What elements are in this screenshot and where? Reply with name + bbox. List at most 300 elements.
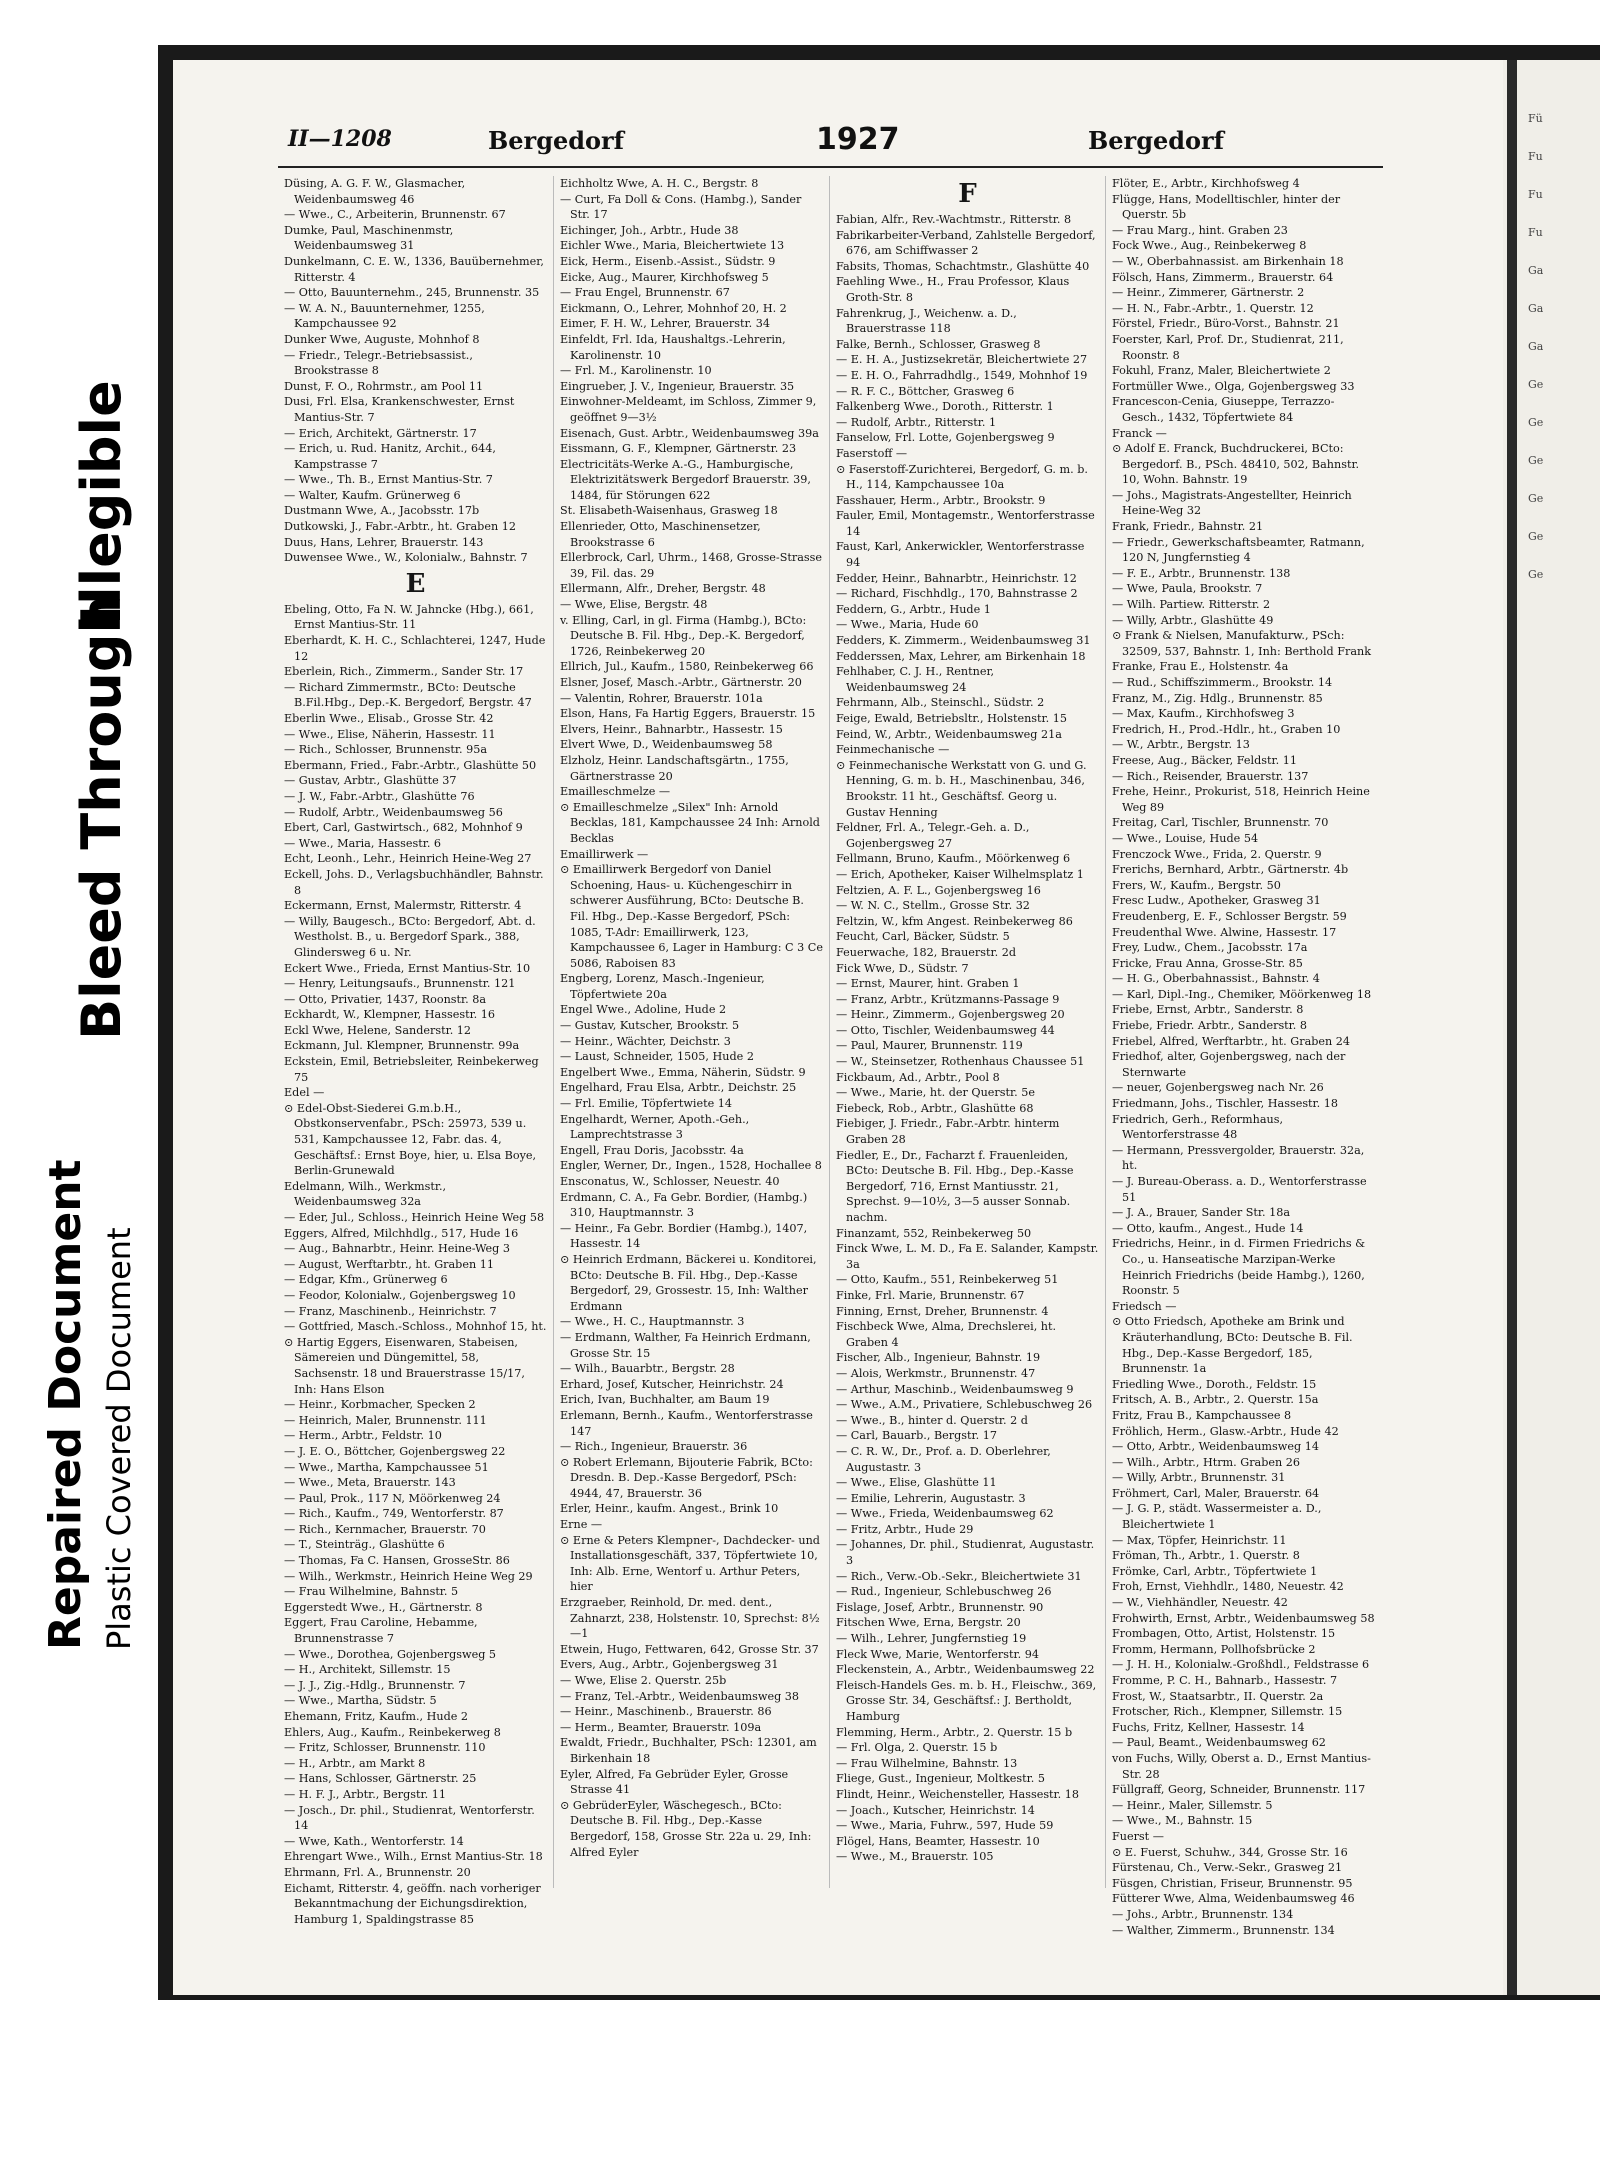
directory-entry: — Heinrich, Maler, Brunnenstr. 111 bbox=[284, 1413, 487, 1427]
directory-entry: Frehe, Heinr., Prokurist, 518, Heinrich Heine Weg 89 bbox=[1112, 785, 1370, 814]
margin-fragment: Ga bbox=[1528, 264, 1544, 277]
directory-entry: Eichamt, Ritterstr. 4, geöffn. nach vorheriger Bekanntmachung der Eichungsdirektion, Hamburg 1, Spaldingstrasse 85 bbox=[284, 1881, 541, 1926]
directory-entry: — Wwe., H. C., Hauptmannstr. 3 bbox=[560, 1315, 745, 1329]
directory-entry: Faehling Wwe., H., Frau Professor, Klaus Groth-Str. 8 bbox=[836, 275, 1070, 304]
directory-entry: — Wwe., Martha, Südstr. 5 bbox=[284, 1694, 437, 1708]
directory-entry: Förstel, Friedr., Büro-Vorst., Bahnstr. 21 bbox=[1112, 317, 1340, 331]
directory-entry: Engler, Werner, Dr., Ingen., 1528, Hochallee 8 bbox=[560, 1159, 822, 1173]
directory-entry: Dunker Wwe, Auguste, Mohnhof 8 bbox=[284, 332, 480, 346]
directory-entry: Dusi, Frl. Elsa, Krankenschwester, Ernst Mantius-Str. 7 bbox=[284, 395, 515, 424]
directory-entry: Froh, Ernst, Viehhdlr., 1480, Neuestr. 42 bbox=[1112, 1580, 1344, 1594]
directory-entry: Fröhlich, Herm., Glasw.-Arbtr., Hude 42 bbox=[1112, 1424, 1339, 1438]
directory-entry: Fleck Wwe, Marie, Wentorferstr. 94 bbox=[836, 1647, 1039, 1661]
scanned-page bbox=[173, 60, 1503, 1995]
directory-entry: — Frau Engel, Brunnenstr. 67 bbox=[560, 286, 730, 300]
directory-entry: von Fuchs, Willy, Oberst a. D., Ernst Mantius-Str. 28 bbox=[1112, 1751, 1371, 1781]
directory-entry: Fislage, Josef, Arbtr., Brunnenstr. 90 bbox=[836, 1600, 1044, 1614]
directory-entry: Fanselow, Frl. Lotte, Gojenbergsweg 9 bbox=[836, 431, 1055, 445]
page-number: II—1208 bbox=[288, 126, 392, 152]
page-content bbox=[278, 120, 1383, 1937]
page-gutter bbox=[1507, 60, 1517, 1995]
directory-entry: Flügge, Hans, Modelltischler, hinter der Querstr. 5b bbox=[1112, 192, 1341, 222]
directory-entry: — J. Bureau-Oberass. a. D., Wentorferstrasse 51 bbox=[1112, 1175, 1367, 1204]
directory-entry: — Otto, Arbtr., Weidenbaumsweg 14 bbox=[1112, 1440, 1319, 1454]
directory-entry: Engell, Frau Doris, Jacobsstr. 4a bbox=[560, 1143, 744, 1157]
directory-entry: Elzholz, Heinr. Landschaftsgärtn., 1755, Gärtnerstrasse 20 bbox=[560, 753, 789, 783]
directory-entry: Eggers, Alfred, Milchhdlg., 517, Hude 16 bbox=[284, 1226, 519, 1240]
directory-entry: — Franz, Tel.-Arbtr., Weidenbaumsweg 38 bbox=[560, 1689, 800, 1703]
directory-entry: Franke, Frau E., Holstenstr. 4a bbox=[1112, 660, 1289, 674]
directory-entry: Erler, Heinr., kaufm. Angest., Brink 10 bbox=[560, 1502, 779, 1516]
directory-entry: — H. N., Fabr.-Arbtr., 1. Querstr. 12 bbox=[1112, 301, 1314, 315]
directory-entry: Engberg, Lorenz, Masch.-Ingenieur, Töpfertwiete 20a bbox=[560, 972, 765, 1001]
bottom-margin bbox=[158, 2000, 1600, 2177]
directory-entry: — Wwe., Maria, Hude 60 bbox=[836, 618, 979, 632]
directory-entry: — Rich., Kernmacher, Brauerstr. 70 bbox=[284, 1522, 486, 1536]
directory-entry: — Rich., Kaufm., 749, Wentorferstr. 87 bbox=[284, 1507, 504, 1521]
directory-entry: — W. A. N., Bauunternehmer, 1255, Kampchaussee 92 bbox=[284, 301, 485, 331]
directory-entry: — Herm., Beamter, Brauerstr. 109a bbox=[560, 1720, 762, 1734]
directory-entry: Ellermann, Alfr., Dreher, Bergstr. 48 bbox=[560, 582, 766, 596]
directory-entry: Elvert Wwe, D., Weidenbaumsweg 58 bbox=[560, 738, 773, 752]
directory-entry: Fock Wwe., Aug., Reinbekerweg 8 bbox=[1112, 239, 1307, 253]
directory-entry: — Richard Zimmermstr., BCto: Deutsche B.Fil.Hbg., Dep.-K. Bergedorf, Bergstr. 47 bbox=[284, 680, 532, 710]
directory-entry: Eberhardt, K. H. C., Schlachterei, 1247, Hude 12 bbox=[284, 634, 546, 663]
directory-entry: — J. J., Zig.-Hdlg., Brunnenstr. 7 bbox=[284, 1678, 466, 1692]
directory-entry: Friedrich, Gerh., Reformhaus, Wentorferstrasse 48 bbox=[1112, 1112, 1284, 1142]
directory-entry: Erdmann, C. A., Fa Gebr. Bordier, (Hambg.) 310, Hauptmannstr. 3 bbox=[560, 1190, 808, 1220]
directory-entry: Friebe, Friedr. Arbtr., Sanderstr. 8 bbox=[1112, 1019, 1308, 1033]
directory-entry: Eichinger, Joh., Arbtr., Hude 38 bbox=[560, 223, 739, 237]
directory-entry: — Eder, Jul., Schloss., Heinrich Heine Weg 58 bbox=[284, 1211, 545, 1224]
directory-entry: Engelhard, Frau Elsa, Arbtr., Deichstr. 25 bbox=[560, 1081, 797, 1095]
directory-entry: Emailleschmelze — bbox=[560, 785, 671, 799]
directory-entry: — Ernst, Maurer, hint. Graben 1 bbox=[836, 977, 1020, 991]
directory-entry: — Karl, Dipl.-Ing., Chemiker, Möörkenweg 18 bbox=[1112, 987, 1372, 1001]
directory-entry: — Heinr., Maler, Sillemstr. 5 bbox=[1112, 1798, 1273, 1812]
directory-entry: Elson, Hans, Fa Hartig Eggers, Brauerstr. 15 bbox=[560, 707, 816, 721]
directory-entry: — Erich, Apotheker, Kaiser Wilhelmsplatz 1 bbox=[836, 867, 1084, 881]
directory-entry: Fedders, K. Zimmerm., Weidenbaumsweg 31 bbox=[836, 634, 1091, 648]
directory-entry: Dutkowski, J., Fabr.-Arbtr., ht. Graben 12 bbox=[284, 520, 516, 534]
directory-entry: Feltzien, A. F. L., Gojenbergsweg 16 bbox=[836, 883, 1041, 897]
directory-entry: Fahrenkrug, J., Weichenw. a. D., Brauerstrasse 118 bbox=[836, 306, 1017, 336]
directory-entry: Fedder, Heinr., Bahnarbtr., Heinrichstr. 12 bbox=[836, 571, 1077, 585]
directory-entry: ⊙ GebrüderEyler, Wäschegesch., BCto: Deutsche B. Fil. Hbg., Dep.-Kasse Bergedorf, 158, Grosse Str. 22a u. 29, Inh: Alfred Eyler bbox=[560, 1798, 812, 1859]
directory-entry: — Wwe, Elise, Bergstr. 48 bbox=[560, 598, 708, 612]
directory-entry: Friedling Wwe., Doroth., Feldstr. 15 bbox=[1112, 1377, 1317, 1391]
directory-entry: — Aug., Bahnarbtr., Heinr. Heine-Weg 3 bbox=[284, 1242, 511, 1256]
directory-entry: — Curt, Fa Doll & Cons. (Hambg.), Sander Str. 17 bbox=[560, 192, 802, 222]
directory-entry: — Otto, Kaufm., 551, Reinbekerweg 51 bbox=[836, 1273, 1059, 1287]
directory-entry: Freese, Aug., Bäcker, Feldstr. 11 bbox=[1112, 753, 1297, 767]
directory-entry: Eggerstedt Wwe., H., Gärtnerstr. 8 bbox=[284, 1600, 483, 1614]
directory-entry: — August, Werftarbtr., ht. Graben 11 bbox=[284, 1257, 494, 1271]
directory-entry: — Frl. Olga, 2. Querstr. 15 b bbox=[836, 1741, 998, 1755]
directory-entry: — W. N. C., Stellm., Grosse Str. 32 bbox=[836, 899, 1030, 913]
directory-entry: — W., Viehhändler, Neuestr. 42 bbox=[1112, 1596, 1288, 1610]
directory-entry: — Rudolf, Arbtr., Weidenbaumsweg 56 bbox=[284, 805, 503, 819]
directory-entry: — Walther, Zimmerm., Brunnenstr. 134 bbox=[1112, 1923, 1335, 1937]
directory-entry: — Otto, Tischler, Weidenbaumsweg 44 bbox=[836, 1023, 1055, 1037]
directory-entry: Frost, W., Staatsarbtr., II. Querstr. 2a bbox=[1112, 1689, 1324, 1703]
directory-entry: — Wwe., A.M., Privatiere, Schlebuschweg 26 bbox=[836, 1398, 1093, 1412]
label-plastic-covered-document: Plastic Covered Document bbox=[100, 1227, 138, 1650]
directory-entry: — Gustav, Arbtr., Glashütte 37 bbox=[284, 774, 457, 788]
directory-entry: ⊙ Erne & Peters Klempner-, Dachdecker- und Installationsgeschäft, 337, Töpfertwiete 10, Inh: Alb. Erne, Wentorf u. Arthur Peters, hier bbox=[560, 1533, 820, 1594]
directory-entry: — Wwe., Elise, Näherin, Hassestr. 11 bbox=[284, 727, 496, 741]
directory-entry: ⊙ Frank & Nielsen, Manufakturw., PSch: 32509, 537, Bahnstr. 1, Inh: Berthold Frank bbox=[1112, 629, 1372, 658]
directory-entry: — Joach., Kutscher, Heinrichstr. 14 bbox=[836, 1803, 1035, 1817]
directory-entry: Eckert Wwe., Frieda, Ernst Mantius-Str. 10 bbox=[284, 961, 531, 975]
directory-entry: Ehrengart Wwe., Wilh., Ernst Mantius-Str. 18 bbox=[284, 1850, 543, 1864]
directory-entry: — Rich., Ingenieur, Brauerstr. 36 bbox=[560, 1440, 748, 1454]
directory-entry: — Wwe., B., hinter d. Querstr. 2 d bbox=[836, 1413, 1028, 1427]
directory-entry: Freudenberg, E. F., Schlosser Bergstr. 59 bbox=[1112, 909, 1347, 923]
directory-entry: Fauler, Emil, Montagemstr., Wentorferstrasse 14 bbox=[836, 509, 1095, 538]
directory-entry: Erne — bbox=[560, 1518, 603, 1532]
directory-entry: — Thomas, Fa C. Hansen, GrosseStr. 86 bbox=[284, 1554, 510, 1568]
directory-entry: — Wilh., Werkmstr., Heinrich Heine Weg 29 bbox=[284, 1569, 533, 1583]
directory-entry: Ehrmann, Frl. A., Brunnenstr. 20 bbox=[284, 1865, 471, 1879]
directory-entry: Fresc Ludw., Apotheker, Grasweg 31 bbox=[1112, 894, 1321, 908]
directory-entry: Francescon-Cenia, Giuseppe, Terrazzo-Gesch., 1432, Töpfertwiete 84 bbox=[1112, 395, 1335, 424]
directory-entry: ⊙ Otto Friedsch, Apotheke am Brink und Kräuterhandlung, BCto: Deutsche B. Fil. Hbg., Dep.-Kasse Bergedorf, 185, Brunnenstr. 1a bbox=[1112, 1315, 1353, 1376]
directory-entry: — Wwe., Frieda, Weidenbaumsweg 62 bbox=[836, 1507, 1054, 1521]
directory-entry: Frers, W., Kaufm., Bergstr. 50 bbox=[1112, 878, 1281, 892]
directory-entry: Finning, Ernst, Dreher, Brunnenstr. 4 bbox=[836, 1304, 1049, 1318]
directory-entry: Etwein, Hugo, Fettwaren, 642, Grosse Str. 37 bbox=[560, 1642, 819, 1656]
directory-entry: — Emilie, Lehrerin, Augustastr. 3 bbox=[836, 1491, 1026, 1505]
directory-entry: Fricke, Frau Anna, Grosse-Str. 85 bbox=[1112, 956, 1303, 970]
directory-entry: — R. F. C., Böttcher, Grasweg 6 bbox=[836, 384, 1015, 398]
directory-entry: — Josch., Dr. phil., Studienrat, Wentorferstr. 14 bbox=[284, 1803, 535, 1833]
directory-entry: — Rud., Schiffszimmerm., Brookstr. 14 bbox=[1112, 676, 1333, 689]
directory-entry: Frombagen, Otto, Artist, Holstenstr. 15 bbox=[1112, 1627, 1336, 1641]
directory-entry: Feind, W., Arbtr., Weidenbaumsweg 21a bbox=[836, 727, 1062, 741]
margin-fragment: Ge bbox=[1528, 492, 1544, 505]
directory-entry: Finanzamt, 552, Reinbekerweg 50 bbox=[836, 1226, 1032, 1240]
adjacent-page-fragments bbox=[1528, 100, 1598, 594]
directory-entry: — J. W., Fabr.-Arbtr., Glashütte 76 bbox=[284, 789, 475, 803]
directory-entry: — J. H. H., Kolonialw.-Großhdl., Feldstrasse 6 bbox=[1112, 1658, 1370, 1672]
directory-entry: Franck — bbox=[1112, 426, 1167, 440]
directory-entry: Frenczock Wwe., Frida, 2. Querstr. 9 bbox=[1112, 847, 1322, 861]
directory-entry: — Erich, Architekt, Gärtnerstr. 17 bbox=[284, 426, 477, 440]
directory-entry: — Alois, Werkmstr., Brunnenstr. 47 bbox=[836, 1366, 1036, 1380]
directory-entry: ⊙ Edel-Obst-Siederei G.m.b.H., Obstkonservenfabr., PSch: 25973, 539 u. 531, Kampchaussee 12, Fabr. das. 4, Geschäftsf.: Ernst Boye, hier, u. Elsa Boye, Berlin-Grunewald bbox=[284, 1101, 537, 1178]
directory-entry: Friedrichs, Heinr., in d. Firmen Friedrichs & Co., u. Hanseatische Marzipan-Werke Heinrich Friedrichs (beide Hambg.), 1260, Roonstr. 5 bbox=[1112, 1237, 1366, 1298]
directory-entry: — Walter, Kaufm. Grünerweg 6 bbox=[284, 488, 461, 502]
directory-entry: Eckstein, Emil, Betriebsleiter, Reinbekerweg 75 bbox=[284, 1055, 539, 1084]
directory-entry: — J. E. O., Böttcher, Gojenbergsweg 22 bbox=[284, 1444, 506, 1458]
directory-entry: Franz, M., Zig. Hdlg., Brunnenstr. 85 bbox=[1112, 691, 1323, 705]
directory-entry: Frohwirth, Ernst, Arbtr., Weidenbaumsweg 58 bbox=[1112, 1611, 1375, 1625]
directory-entry: Fröman, Th., Arbtr., 1. Querstr. 8 bbox=[1112, 1549, 1300, 1563]
directory-entry: ⊙ Emaillirwerk Bergedorf von Daniel Schoening, Haus- u. Küchengeschirr in schwerer Ausführung, BCto: Deutsche B. Fil. Hbg., Dep.-Kasse Bergedorf, PSch: 1085, T-Adr: Emaillirwerk, 123, Kampchaussee 6, Lager in Hamburg: C 3 Ce 5086, Raboisen 83 bbox=[560, 863, 823, 970]
directory-entry: — Max, Kaufm., Kirchhofsweg 3 bbox=[1112, 707, 1295, 721]
directory-entry: Fischer, Alb., Ingenieur, Bahnstr. 19 bbox=[836, 1351, 1041, 1365]
directory-entry: ⊙ E. Fuerst, Schuhw., 344, Grosse Str. 16 bbox=[1112, 1845, 1348, 1859]
margin-fragment: Ge bbox=[1528, 568, 1544, 581]
margin-fragment: Ga bbox=[1528, 302, 1544, 315]
directory-entry: — Max, Töpfer, Heinrichstr. 11 bbox=[1112, 1533, 1287, 1547]
margin-fragment: Fu bbox=[1528, 150, 1543, 163]
directory-entry: — W., Arbtr., Bergstr. 13 bbox=[1112, 738, 1250, 752]
directory-entry: Eckhardt, W., Klempner, Hassestr. 16 bbox=[284, 1008, 496, 1022]
directory-entry: — Feodor, Kolonialw., Gojenbergsweg 10 bbox=[284, 1288, 516, 1302]
directory-entry: Faust, Karl, Ankerwickler, Wentorferstrasse 94 bbox=[836, 540, 1085, 570]
directory-entry: — Erdmann, Walther, Fa Heinrich Erdmann, Grosse Str. 15 bbox=[560, 1330, 811, 1360]
directory-entry: Dunst, F. O., Rohrmstr., am Pool 11 bbox=[284, 379, 484, 393]
directory-entry: Faserstoff — bbox=[836, 446, 908, 460]
directory-entry: Düsing, A. G. F. W., Glasmacher, Weidenbaumsweg 46 bbox=[284, 177, 466, 206]
margin-fragment: Ge bbox=[1528, 530, 1544, 543]
directory-entry: Fleckenstein, A., Arbtr., Weidenbaumsweg 22 bbox=[836, 1663, 1095, 1677]
directory-entry: — F. E., Arbtr., Brunnenstr. 138 bbox=[1112, 566, 1291, 580]
directory-entry: — Johs., Magistrats-Angestellter, Heinrich Heine-Weg 32 bbox=[1112, 488, 1352, 518]
directory-entry: — Willy, Arbtr., Brunnenstr. 31 bbox=[1112, 1471, 1286, 1485]
directory-entry: — Heinr., Fa Gebr. Bordier (Hambg.), 1407, Hassestr. 14 bbox=[560, 1221, 808, 1251]
directory-entry: Eimer, F. H. W., Lehrer, Brauerstr. 34 bbox=[560, 317, 770, 331]
directory-entry: — Gustav, Kutscher, Brookstr. 5 bbox=[560, 1019, 740, 1033]
directory-entry: — Wwe, Elise 2. Querstr. 25b bbox=[560, 1674, 727, 1687]
directory-entry: Ewaldt, Friedr., Buchhalter, PSch: 12301, am Birkenhain 18 bbox=[560, 1736, 817, 1765]
directory-entry: — Wwe., Th. B., Ernst Mantius-Str. 7 bbox=[284, 473, 493, 487]
directory-entry: Fritsch, A. B., Arbtr., 2. Querstr. 15a bbox=[1112, 1393, 1319, 1407]
directory-entry: — Carl, Bauarb., Bergstr. 17 bbox=[836, 1429, 998, 1443]
directory-entry: Fellmann, Bruno, Kaufm., Möörkenweg 6 bbox=[836, 852, 1071, 866]
directory-entry: Eberlin Wwe., Elisab., Grosse Str. 42 bbox=[284, 712, 494, 725]
directory-entry: — Frl. M., Karolinenstr. 10 bbox=[560, 364, 712, 378]
directory-entry: Feucht, Carl, Bäcker, Südstr. 5 bbox=[836, 930, 1010, 944]
directory-entry: Fromm, Hermann, Pollhofsbrücke 2 bbox=[1112, 1642, 1316, 1656]
directory-column-3 bbox=[830, 176, 1106, 1888]
directory-entry: — Wwe, Kath., Wentorferstr. 14 bbox=[284, 1834, 464, 1848]
directory-entry: — Wilh., Bauarbtr., Bergstr. 28 bbox=[560, 1362, 735, 1376]
directory-entry: — Henry, Leitungsaufs., Brunnenstr. 121 bbox=[284, 977, 516, 991]
directory-entry: Eckmann, Jul. Klempner, Brunnenstr. 99a bbox=[284, 1039, 520, 1053]
directory-entry: — Friedr., Telegr.-Betriebsassist., Brookstrasse 8 bbox=[284, 348, 473, 378]
directory-entry: Dunkelmann, C. E. W., 1336, Bauübernehmer, Ritterstr. 4 bbox=[284, 254, 544, 284]
directory-entry: Ellenrieder, Otto, Maschinensetzer, Brookstrasse 6 bbox=[560, 520, 761, 549]
directory-entry: Fiedler, E., Dr., Facharzt f. Frauenleiden, BCto: Deutsche B. Fil. Hbg., Dep.-Kasse Bergedorf, 716, Ernst Mantiusstr. 21, Sprechst. 9—10½, 3—5 ausser Sonnab. nachm. bbox=[836, 1148, 1074, 1224]
directory-entry: — Gottfried, Masch.-Schloss., Mohnhof 15, ht. bbox=[284, 1320, 547, 1334]
directory-entry: Ehemann, Fritz, Kaufm., Hude 2 bbox=[284, 1710, 469, 1723]
directory-entry: Fromme, P. C. H., Bahnarb., Hassestr. 7 bbox=[1112, 1674, 1338, 1687]
directory-entry: Füsgen, Christian, Friseur, Brunnenstr. 95 bbox=[1112, 1876, 1353, 1890]
directory-entry: Electricitäts-Werke A.-G., Hamburgische, Elektrizitätswerk Bergedorf Brauerstr. 39, 1484, für Störungen 622 bbox=[560, 457, 811, 502]
directory-entry: ⊙ Robert Erlemann, Bijouterie Fabrik, BCto: Dresdn. B. Dep.-Kasse Bergedorf, PSch: 4944, 47, Brauerstr. 36 bbox=[560, 1455, 813, 1500]
directory-entry: Friedhof, alter, Gojenbergsweg, nach der Sternwarte bbox=[1112, 1050, 1346, 1079]
directory-entry: — Wwe., C., Arbeiterin, Brunnenstr. 67 bbox=[284, 208, 506, 222]
directory-entry: Fleisch-Handels Ges. m. b. H., Fleischw., 369, Grosse Str. 34, Geschäftsf.: J. Bertholdt, Hamburg bbox=[836, 1678, 1097, 1723]
directory-entry: — E. H. O., Fahrradhdlg., 1549, Mohnhof 19 bbox=[836, 368, 1088, 382]
directory-entry: Erich, Ivan, Buchhalter, am Baum 19 bbox=[560, 1393, 770, 1407]
directory-entry: — H. F. J., Arbtr., Bergstr. 11 bbox=[284, 1787, 446, 1801]
directory-entry: Friebel, Alfred, Werftarbtr., ht. Graben 24 bbox=[1112, 1034, 1351, 1048]
directory-entry: — Wwe., Martha, Kampchaussee 51 bbox=[284, 1460, 489, 1474]
directory-entry: — J. A., Brauer, Sander Str. 18a bbox=[1112, 1206, 1291, 1220]
directory-entry: v. Elling, Carl, in gl. Firma (Hambg.), BCto: Deutsche B. Fil. Hbg., Dep.-K. Bergedorf, 1726, Reinbekerweg 20 bbox=[560, 613, 807, 658]
directory-entry: Fürstenau, Ch., Verw.-Sekr., Grasweg 21 bbox=[1112, 1861, 1343, 1875]
directory-entry: Eyler, Alfred, Fa Gebrüder Eyler, Grosse Strasse 41 bbox=[560, 1767, 789, 1797]
directory-entry: Fuchs, Fritz, Kellner, Hassestr. 14 bbox=[1112, 1720, 1305, 1734]
directory-entry: Fröhmert, Carl, Maler, Brauerstr. 64 bbox=[1112, 1486, 1320, 1500]
directory-entry: Fiebiger, J. Friedr., Fabr.-Arbtr. hinterm Graben 28 bbox=[836, 1117, 1060, 1147]
directory-entry: Falkenberg Wwe., Doroth., Ritterstr. 1 bbox=[836, 400, 1054, 414]
directory-entry: — Frl. Emilie, Töpfertwiete 14 bbox=[560, 1097, 733, 1111]
directory-entry: Füllgraff, Georg, Schneider, Brunnenstr. 117 bbox=[1112, 1783, 1366, 1797]
right-running-title: Bergedorf bbox=[1088, 126, 1225, 155]
directory-entry: Fickbaum, Ad., Arbtr., Pool 8 bbox=[836, 1070, 1000, 1084]
directory-entry: Eisenach, Gust. Arbtr., Weidenbaumsweg 39a bbox=[560, 426, 819, 440]
directory-entry: Frank, Friedr., Bahnstr. 21 bbox=[1112, 520, 1264, 534]
directory-entry: Fiebeck, Rob., Arbtr., Glashütte 68 bbox=[836, 1101, 1034, 1115]
margin-fragment: Ge bbox=[1528, 416, 1544, 429]
annotation-panel bbox=[0, 0, 160, 2177]
directory-entry: Fabian, Alfr., Rev.-Wachtmstr., Ritterstr. 8 bbox=[836, 213, 1072, 226]
directory-entry: Duus, Hans, Lehrer, Brauerstr. 143 bbox=[284, 535, 484, 549]
directory-entry: Frey, Ludw., Chem., Jacobsstr. 17a bbox=[1112, 941, 1308, 955]
directory-entry: Fitschen Wwe, Erna, Bergstr. 20 bbox=[836, 1616, 1021, 1630]
directory-entry: — Wwe., Maria, Hassestr. 6 bbox=[284, 836, 442, 850]
directory-entry: Freudenthal Wwe. Alwine, Hassestr. 17 bbox=[1112, 925, 1337, 939]
directory-entry: — Wilh., Lehrer, Jungfernstieg 19 bbox=[836, 1632, 1027, 1646]
directory-entry: — Heinr., Zimmerm., Gojenbergsweg 20 bbox=[836, 1008, 1065, 1022]
directory-entry: Fedderssen, Max, Lehrer, am Birkenhain 18 bbox=[836, 649, 1086, 663]
directory-entry: — Otto, Privatier, 1437, Roonstr. 8a bbox=[284, 992, 487, 1006]
directory-entry: — Edgar, Kfm., Grünerweg 6 bbox=[284, 1273, 448, 1287]
margin-fragment: Ge bbox=[1528, 378, 1544, 391]
directory-entry: ⊙ Faserstoff-Zurichterei, Bergedorf, G. m. b. H., 114, Kampchaussee 10a bbox=[836, 462, 1088, 492]
directory-entry: Feddern, G., Arbtr., Hude 1 bbox=[836, 602, 991, 616]
directory-entry: Ellerbrock, Carl, Uhrm., 1468, Grosse-Strasse 39, Fil. das. 29 bbox=[560, 551, 822, 580]
directory-entry: — Frau Wilhelmine, Bahnstr. 13 bbox=[836, 1756, 1018, 1770]
directory-entry: Emaillirwerk — bbox=[560, 847, 649, 861]
section-letter: E bbox=[405, 568, 426, 599]
directory-entry: — Rudolf, Arbtr., Ritterstr. 1 bbox=[836, 415, 997, 429]
running-head bbox=[278, 120, 1383, 168]
directory-entry: — Wilh. Partiew. Ritterstr. 2 bbox=[1112, 598, 1271, 612]
directory-entry: — Paul, Prok., 117 N, Möörkenweg 24 bbox=[284, 1491, 501, 1505]
directory-entry: Erlemann, Bernh., Kaufm., Wentorferstrasse 147 bbox=[560, 1408, 813, 1438]
directory-entry: — Herm., Arbtr., Feldstr. 10 bbox=[284, 1429, 442, 1443]
directory-entry: Eick, Herm., Eisenb.-Assist., Südstr. 9 bbox=[560, 254, 776, 268]
directory-entry: Feldner, Frl. A., Telegr.-Geh. a. D., Gojenbergsweg 27 bbox=[836, 821, 1030, 850]
directory-entry: — H., Arbtr., am Markt 8 bbox=[284, 1756, 426, 1770]
directory-entry: Ebermann, Fried., Fabr.-Arbtr., Glashütte 50 bbox=[284, 758, 537, 772]
directory-entry: — Franz, Maschinenb., Heinrichstr. 7 bbox=[284, 1304, 497, 1318]
directory-entry: ⊙ Emailleschmelze „Silex" Inh: Arnold Becklas, 181, Kampchaussee 24 Inh: Arnold Becklas bbox=[560, 800, 820, 845]
directory-entry: — Willy, Baugesch., BCto: Bergedorf, Abt. d. Westholst. B., u. Bergedorf Spark., 388, Glindersweg 6 u. Nr. bbox=[284, 914, 536, 959]
directory-entry: Erhard, Josef, Kutscher, Heinrichstr. 24 bbox=[560, 1377, 784, 1391]
directory-entry: Fabrikarbeiter-Verband, Zahlstelle Bergedorf, 676, am Schiffwasser 2 bbox=[836, 228, 1096, 258]
directory-entry: — Frau Marg., hint. Graben 23 bbox=[1112, 223, 1288, 237]
directory-entry: Fabsits, Thomas, Schachtmstr., Glashütte 40 bbox=[836, 259, 1090, 273]
directory-entry: — Otto, Bauunternehm., 245, Brunnenstr. 35 bbox=[284, 286, 540, 300]
directory-entry: — Otto, kaufm., Angest., Hude 14 bbox=[1112, 1221, 1304, 1235]
directory-entry: — Friedr., Gewerkschaftsbeamter, Ratmann, 120 N, Jungfernstieg 4 bbox=[1112, 535, 1365, 565]
directory-column-2 bbox=[554, 176, 830, 1888]
margin-fragment: Fu bbox=[1528, 226, 1543, 239]
directory-entry: Duwensee Wwe., W., Kolonialw., Bahnstr. 7 bbox=[284, 551, 528, 565]
directory-entry: — H. G., Oberbahnassist., Bahnstr. 4 bbox=[1112, 972, 1320, 986]
directory-entry: Fredrich, H., Prod.-Hdlr., ht., Graben 10 bbox=[1112, 722, 1341, 736]
directory-entry: — Wwe., M., Bahnstr. 15 bbox=[1112, 1814, 1253, 1828]
directory-entry: — J. G. P., städt. Wassermeister a. D., Bleichertwiete 1 bbox=[1112, 1502, 1322, 1532]
directory-entry: Fick Wwe, D., Südstr. 7 bbox=[836, 961, 969, 975]
directory-entry: ⊙ Heinrich Erdmann, Bäckerei u. Konditorei, BCto: Deutsche B. Fil. Hbg., Dep.-Kasse Bergedorf, 29, Grossestr. 15, Inh: Walther Erdmann bbox=[560, 1252, 817, 1313]
directory-entry: Eissmann, G. F., Klempner, Gärtnerstr. 23 bbox=[560, 442, 797, 456]
directory-entry: Fehlhaber, C. J. H., Rentner, Weidenbaumsweg 24 bbox=[836, 665, 995, 694]
left-running-title: Bergedorf bbox=[488, 126, 625, 155]
directory-entry: — Wwe., M., Brauerstr. 105 bbox=[836, 1850, 994, 1864]
directory-entry: Ensconatus, W., Schlosser, Neuestr. 40 bbox=[560, 1175, 780, 1188]
directory-entry: Einfeldt, Frl. Ida, Haushaltgs.-Lehrerin, Karolinenstr. 10 bbox=[560, 332, 786, 362]
directory-entry: — Heinr., Wächter, Deichstr. 3 bbox=[560, 1034, 731, 1048]
directory-entry: — Rich., Schlosser, Brunnenstr. 95a bbox=[284, 743, 488, 757]
directory-entry: Eckermann, Ernst, Malermstr, Ritterstr. 4 bbox=[284, 899, 522, 913]
directory-entry: Fischbeck Wwe, Alma, Drechslerei, ht. Graben 4 bbox=[836, 1320, 1057, 1349]
directory-entry: — Heinr., Maschinenb., Brauerstr. 86 bbox=[560, 1705, 772, 1719]
label-illegible: Illegible bbox=[70, 380, 133, 625]
year-heading: 1927 bbox=[816, 122, 900, 157]
directory-entry: — Wwe., Meta, Brauerstr. 143 bbox=[284, 1476, 456, 1490]
directory-entry: Eckell, Johs. D., Verlagsbuchhändler, Bahnstr. 8 bbox=[284, 867, 544, 897]
directory-column-1 bbox=[278, 176, 554, 1926]
directory-entry: Foerster, Karl, Prof. Dr., Studienrat, 211, Roonstr. 8 bbox=[1112, 332, 1344, 362]
directory-entry: — Rich., Verw.-Ob.-Sekr., Bleichertwiete 31 bbox=[836, 1569, 1082, 1583]
directory-entry: Friedsch — bbox=[1112, 1299, 1177, 1313]
directory-entry: Flögel, Hans, Beamter, Hassestr. 10 bbox=[836, 1834, 1040, 1848]
directory-entry: ⊙ Hartig Eggers, Eisenwaren, Stabeisen, Sämereien und Düngemittel, 58, Sachsenstr. 18 und Brauerstrasse 15/17, Inh: Hans Elson bbox=[284, 1335, 525, 1396]
directory-entry: Eichler Wwe., Maria, Bleichertwiete 13 bbox=[560, 239, 785, 253]
directory-entry: Fütterer Wwe, Alma, Weidenbaumsweg 46 bbox=[1112, 1892, 1355, 1906]
directory-entry: Eichholtz Wwe, A. H. C., Bergstr. 8 bbox=[560, 177, 759, 190]
directory-entry: — Fritz, Schlosser, Brunnenstr. 110 bbox=[284, 1741, 486, 1755]
directory-entry: Eggert, Frau Caroline, Hebamme, Brunnenstrasse 7 bbox=[284, 1616, 478, 1646]
directory-entry: Eickmann, O., Lehrer, Mohnhof 20, H. 2 bbox=[560, 301, 787, 315]
directory-entry: — Rich., Reisender, Brauerstr. 137 bbox=[1112, 769, 1309, 783]
directory-entry: — Paul, Maurer, Brunnenstr. 119 bbox=[836, 1039, 1023, 1053]
directory-entry: — H., Architekt, Sillemstr. 15 bbox=[284, 1663, 451, 1677]
directory-entry: Fasshauer, Herm., Arbtr., Brookstr. 9 bbox=[836, 493, 1046, 507]
directory-entry: Flöter, E., Arbtr., Kirchhofsweg 4 bbox=[1112, 177, 1300, 190]
margin-fragment: Fu bbox=[1528, 188, 1543, 201]
directory-entry: Flemming, Herm., Arbtr., 2. Querstr. 15 b bbox=[836, 1725, 1073, 1739]
directory-entry: Elsner, Josef, Masch.-Arbtr., Gärtnerstr. 20 bbox=[560, 676, 802, 689]
directory-entry: Fliege, Gust., Ingenieur, Moltkestr. 5 bbox=[836, 1772, 1045, 1786]
directory-entry: — Rud., Ingenieur, Schlebuschweg 26 bbox=[836, 1585, 1052, 1599]
directory-entry: Flindt, Heinr., Weichensteller, Hassestr. 18 bbox=[836, 1787, 1080, 1801]
directory-entry: — T., Steinträg., Glashütte 6 bbox=[284, 1538, 445, 1552]
directory-entry: — Hermann, Pressvergolder, Brauerstr. 32a, ht. bbox=[1112, 1143, 1365, 1173]
directory-entry: — Wwe., Maria, Fuhrw., 597, Hude 59 bbox=[836, 1819, 1054, 1833]
directory-entry: Fritz, Frau B., Kampchaussee 8 bbox=[1112, 1408, 1292, 1422]
directory-entry: — Wwe., Dorothea, Gojenbergsweg 5 bbox=[284, 1647, 497, 1661]
label-bleed-through: Bleed Through bbox=[70, 595, 133, 1040]
directory-entry: — Wwe., Louise, Hude 54 bbox=[1112, 831, 1259, 845]
directory-entry: Feuerwache, 182, Brauerstr. 2d bbox=[836, 945, 1017, 959]
directory-entry: Freitag, Carl, Tischler, Brunnenstr. 70 bbox=[1112, 816, 1329, 830]
directory-entry: — Wwe., Marie, ht. der Querstr. 5e bbox=[836, 1086, 1035, 1100]
directory-entry: — Frau Wilhelmine, Bahnstr. 5 bbox=[284, 1585, 459, 1599]
directory-entry: Frotscher, Rich., Klempner, Sillemstr. 15 bbox=[1112, 1705, 1343, 1719]
directory-entry: Feige, Ewald, Betriebsltr., Holstenstr. 15 bbox=[836, 712, 1067, 725]
directory-entry: Eicke, Aug., Maurer, Kirchhofsweg 5 bbox=[560, 270, 769, 284]
directory-entry: Friebe, Ernst, Arbtr., Sanderstr. 8 bbox=[1112, 1003, 1304, 1017]
